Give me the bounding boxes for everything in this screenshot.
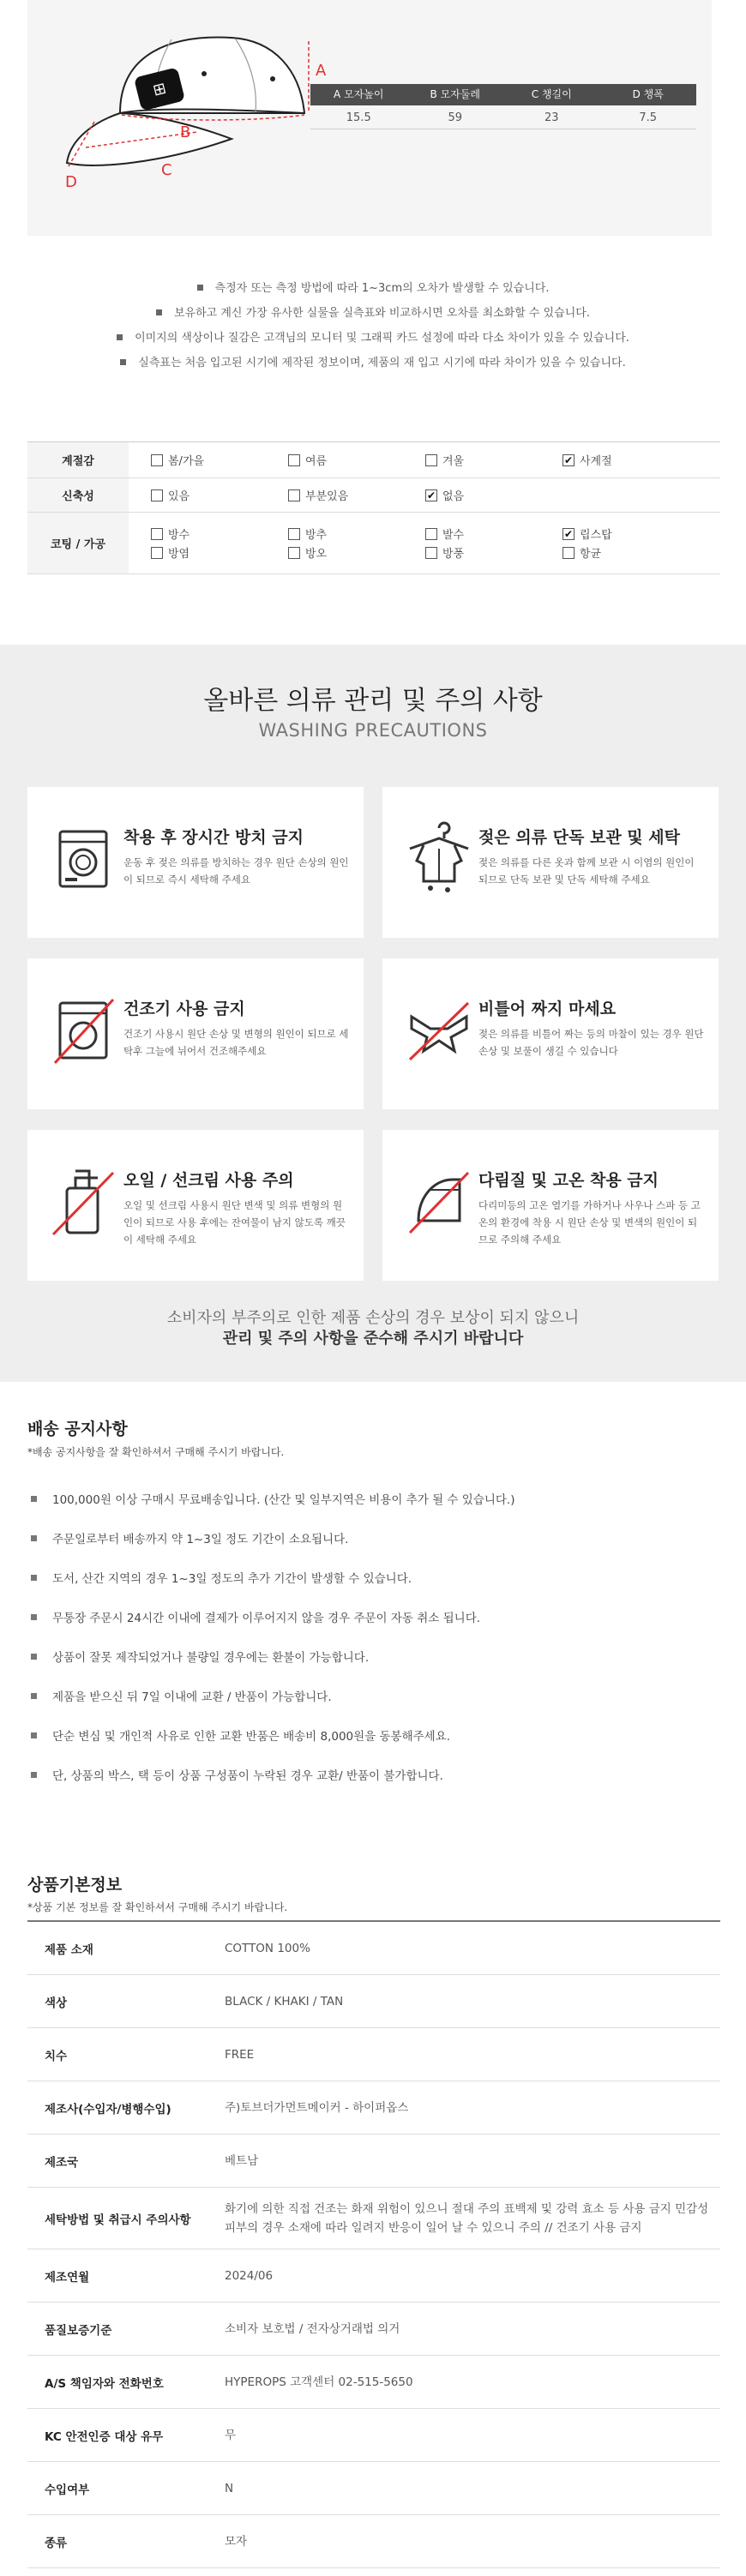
no-iron-icon (405, 1162, 473, 1240)
delivery-title: 배송 공지사항 (27, 1420, 128, 1438)
care-card-text: 젖은 의류를 비틀어 짜는 등의 마찰이 있는 경우 원단 손상 및 보풀이 생길 수 있습니다 (478, 1028, 704, 1057)
care-card-text: 오일 및 선크림 사용시 원단 변색 및 의류 변형의 원인이 되므로 사용 후에는 잔여물이 남지 않도록 깨끗이 세탁해 주세요 (123, 1199, 346, 1246)
season-option: ✔ 사계절 (563, 453, 612, 468)
attr-label: 코팅 / 가공 (27, 513, 129, 573)
size-table (310, 84, 696, 129)
size-chart-panel (27, 0, 712, 236)
checkbox: ✔ (563, 453, 574, 466)
attr-label: 계절감 (27, 442, 129, 477)
checkbox (563, 547, 575, 559)
list-item: 100,000원 이상 구매시 무료배송입니다. (산간 및 일부지역은 비용이 추가 될 수 있습니다.) (31, 1479, 717, 1518)
note-item: 실측표는 처음 입고된 시기에 제작된 정보이며, 제품의 재 입고 시기에 따라 차이가 있을 수 있습니다. (0, 351, 746, 375)
care-card (27, 787, 364, 938)
checkbox: ✔ (426, 489, 436, 501)
table-row: 종류 모자 (27, 2515, 720, 2568)
care-card (382, 787, 719, 938)
measurement-notes (0, 276, 746, 375)
checkbox (425, 547, 437, 559)
table-row: 치수 FREE (27, 2028, 720, 2081)
note-item: 보유하고 계신 가장 유사한 실물을 실측표와 비교하시면 오차를 최소화할 수 있습니다. (0, 301, 746, 326)
washing-subtitle: WASHING PRECAUTIONS (258, 720, 488, 741)
checkbox: ✔ (563, 527, 574, 540)
care-card-title: 다림질 및 고온 착용 금지 (478, 1171, 659, 1190)
table-row: 제품 소재 COTTON 100% (27, 1922, 720, 1975)
care-card-text: 다리미등의 고온 열기를 가하거나 사우나 스파 등 고온의 환경에 착용 시 원단 손상 및 변색의 원인이 되므로 주의해 주세요 (478, 1199, 701, 1246)
table-row: 제조연월 2024/06 (27, 2249, 720, 2303)
table-row: 수입여부 N (27, 2462, 720, 2515)
size-header-d: D 챙폭 (632, 88, 664, 100)
care-card (27, 958, 364, 1109)
washing-precautions (0, 645, 746, 1382)
cap-diagram (60, 19, 334, 199)
checkbox (288, 547, 300, 559)
checkbox (151, 547, 163, 559)
season-option: 여름 (288, 451, 425, 470)
care-card (382, 1130, 719, 1281)
care-card-text: 젖은 의류를 다른 옷과 함께 보관 시 이염의 원인이 되므로 단독 보관 및 단독 세탁해 주세요 (478, 856, 695, 886)
table-row: 세탁방법 및 취급시 주의사항 화기에 의한 직접 건조는 화재 위험이 있으니 절대 주의 표백제 및 강력 효소 등 사용 금지 민감성 피부의 경우 소재에 따라 일려지 반응이 일어 날 수 있으니 주의 // 건조기 사용 금지 (27, 2188, 720, 2249)
coating-option: 방추 (288, 525, 425, 543)
hanging-clothes-icon (405, 820, 473, 897)
attr-row-season (27, 442, 720, 478)
list-item: 주문일로부터 배송까지 약 1~3일 정도 기간이 소요됩니다. (31, 1518, 717, 1558)
product-info-table (27, 1920, 720, 2568)
attr-row-stretch (27, 478, 720, 513)
list-item: 제품을 받으신 뒤 7일 이내에 교환 / 반품이 가능합니다. (31, 1676, 717, 1715)
checkbox (288, 454, 300, 466)
table-row: 색상 BLACK / KHAKI / TAN (27, 1975, 720, 2028)
checkbox (288, 489, 300, 501)
washing-title: 올바른 의류 관리 및 주의 사항 (203, 686, 543, 716)
attributes-table (27, 441, 720, 574)
coating-option: 방수 (151, 525, 288, 543)
delivery-subtitle: *배송 공지사항을 잘 확인하셔서 구매해 주시기 바랍니다. (27, 1446, 285, 1458)
size-value-a: 15.5 (346, 111, 371, 124)
cap-label-d: D (65, 173, 77, 191)
care-card-title: 비틀어 짜지 마세요 (478, 1000, 617, 1018)
checkbox (151, 528, 163, 540)
size-value-b: 59 (448, 111, 463, 124)
list-item: 도서, 산간 지역의 경우 1~3일 정도의 추가 기간이 발생할 수 있습니다. (31, 1558, 717, 1597)
checkbox (151, 489, 163, 501)
care-card-title: 건조기 사용 금지 (123, 1000, 245, 1018)
size-value-d: 7.5 (639, 111, 658, 124)
stretch-option: 부분있음 (288, 486, 425, 505)
coating-option: ✔ 립스탑 (563, 527, 612, 542)
coating-option: 항균 (563, 543, 700, 562)
season-option: 겨울 (425, 451, 563, 470)
care-card (382, 958, 719, 1109)
size-value-c: 23 (544, 111, 559, 124)
no-wring-icon (405, 991, 473, 1068)
no-dryer-icon (50, 991, 118, 1068)
checkbox (288, 528, 300, 540)
size-header-c: C 챙길이 (531, 88, 572, 100)
care-card-text: 운동 후 젖은 의류를 방치하는 경우 원단 손상의 원인이 되므로 즉시 세탁해 주세요 (123, 856, 349, 886)
list-item: 단, 상품의 박스, 택 등이 상품 구성품이 누락된 경우 교환/ 반품이 불가합니다. (31, 1755, 717, 1794)
coating-option: 발수 (425, 525, 563, 543)
washing-footer: 소비자의 부주의로 인한 제품 손상의 경우 보상이 되지 않으니 관리 및 주의 사항을 준수해 주시기 바랍니다 (166, 1309, 580, 1348)
size-header-a: A 모자높이 (334, 88, 384, 100)
coating-option: 방염 (151, 543, 288, 562)
list-item: 단순 변심 및 개인적 사유로 인한 교환 반품은 배송비 8,000원을 동봉해주세요. (31, 1715, 717, 1755)
note-item: 이미지의 색상이나 질감은 고객님의 모니터 및 그래픽 카드 설정에 따라 다소 차이가 있을 수 있습니다. (0, 326, 746, 351)
season-option: 봄/가을 (151, 451, 288, 470)
cap-label-c: C (161, 161, 172, 179)
checkbox (151, 454, 163, 466)
care-card (27, 1130, 364, 1281)
stretch-option: 있음 (151, 486, 288, 505)
delivery-list (31, 1479, 717, 1794)
coating-option: 방풍 (425, 543, 563, 562)
product-info-subtitle: *상품 기본 정보를 잘 확인하셔서 구매해 주시기 바랍니다. (27, 1901, 288, 1913)
stretch-option: ✔ 없음 (426, 489, 465, 503)
note-item: 측정자 또는 측정 방법에 따라 1~3cm의 오차가 발생할 수 있습니다. (0, 276, 746, 301)
product-info-title: 상품기본정보 (27, 1876, 123, 1894)
care-card-text: 건조기 사용시 원단 손상 및 변형의 원인이 되므로 세탁후 그늘에 뉘어서 건조해주세요 (123, 1028, 349, 1057)
list-item: 무통장 주문시 24시간 이내에 결제가 이루어지지 않을 경우 주문이 자동 취소 됩니다. (31, 1597, 717, 1636)
coating-option: 방오 (288, 543, 425, 562)
checkbox (425, 454, 437, 466)
checkbox (425, 528, 437, 540)
cap-label-a: A (316, 62, 327, 80)
attr-label: 신축성 (27, 478, 129, 512)
table-row: 제조사(수입자/병행수입) 주)토브더가먼트메이커 - 하이퍼옵스 (27, 2081, 720, 2135)
washing-machine-icon (50, 820, 118, 897)
attr-row-coating (27, 513, 720, 574)
care-card-title: 젖은 의류 단독 보관 및 세탁 (478, 828, 680, 847)
size-header-b: B 모자둘레 (430, 88, 480, 100)
list-item: 상품이 잘못 제작되었거나 불량일 경우에는 환불이 가능합니다. (31, 1636, 717, 1676)
table-row: KC 안전인증 대상 유무 무 (27, 2409, 720, 2462)
svg-text:⊞: ⊞ (151, 79, 168, 100)
care-card-title: 착용 후 장시간 방치 금지 (123, 828, 304, 847)
table-row: A/S 책임자와 전화번호 HYPEROPS 고객센터 02-515-5650 (27, 2356, 720, 2409)
table-row: 품질보증기준 소비자 보호법 / 전자상거래법 의거 (27, 2303, 720, 2356)
care-card-title: 오일 / 선크림 사용 주의 (123, 1171, 294, 1190)
cap-label-b: B (180, 123, 191, 141)
table-row: 제조국 베트남 (27, 2135, 720, 2188)
oil-bottle-icon (50, 1162, 118, 1240)
